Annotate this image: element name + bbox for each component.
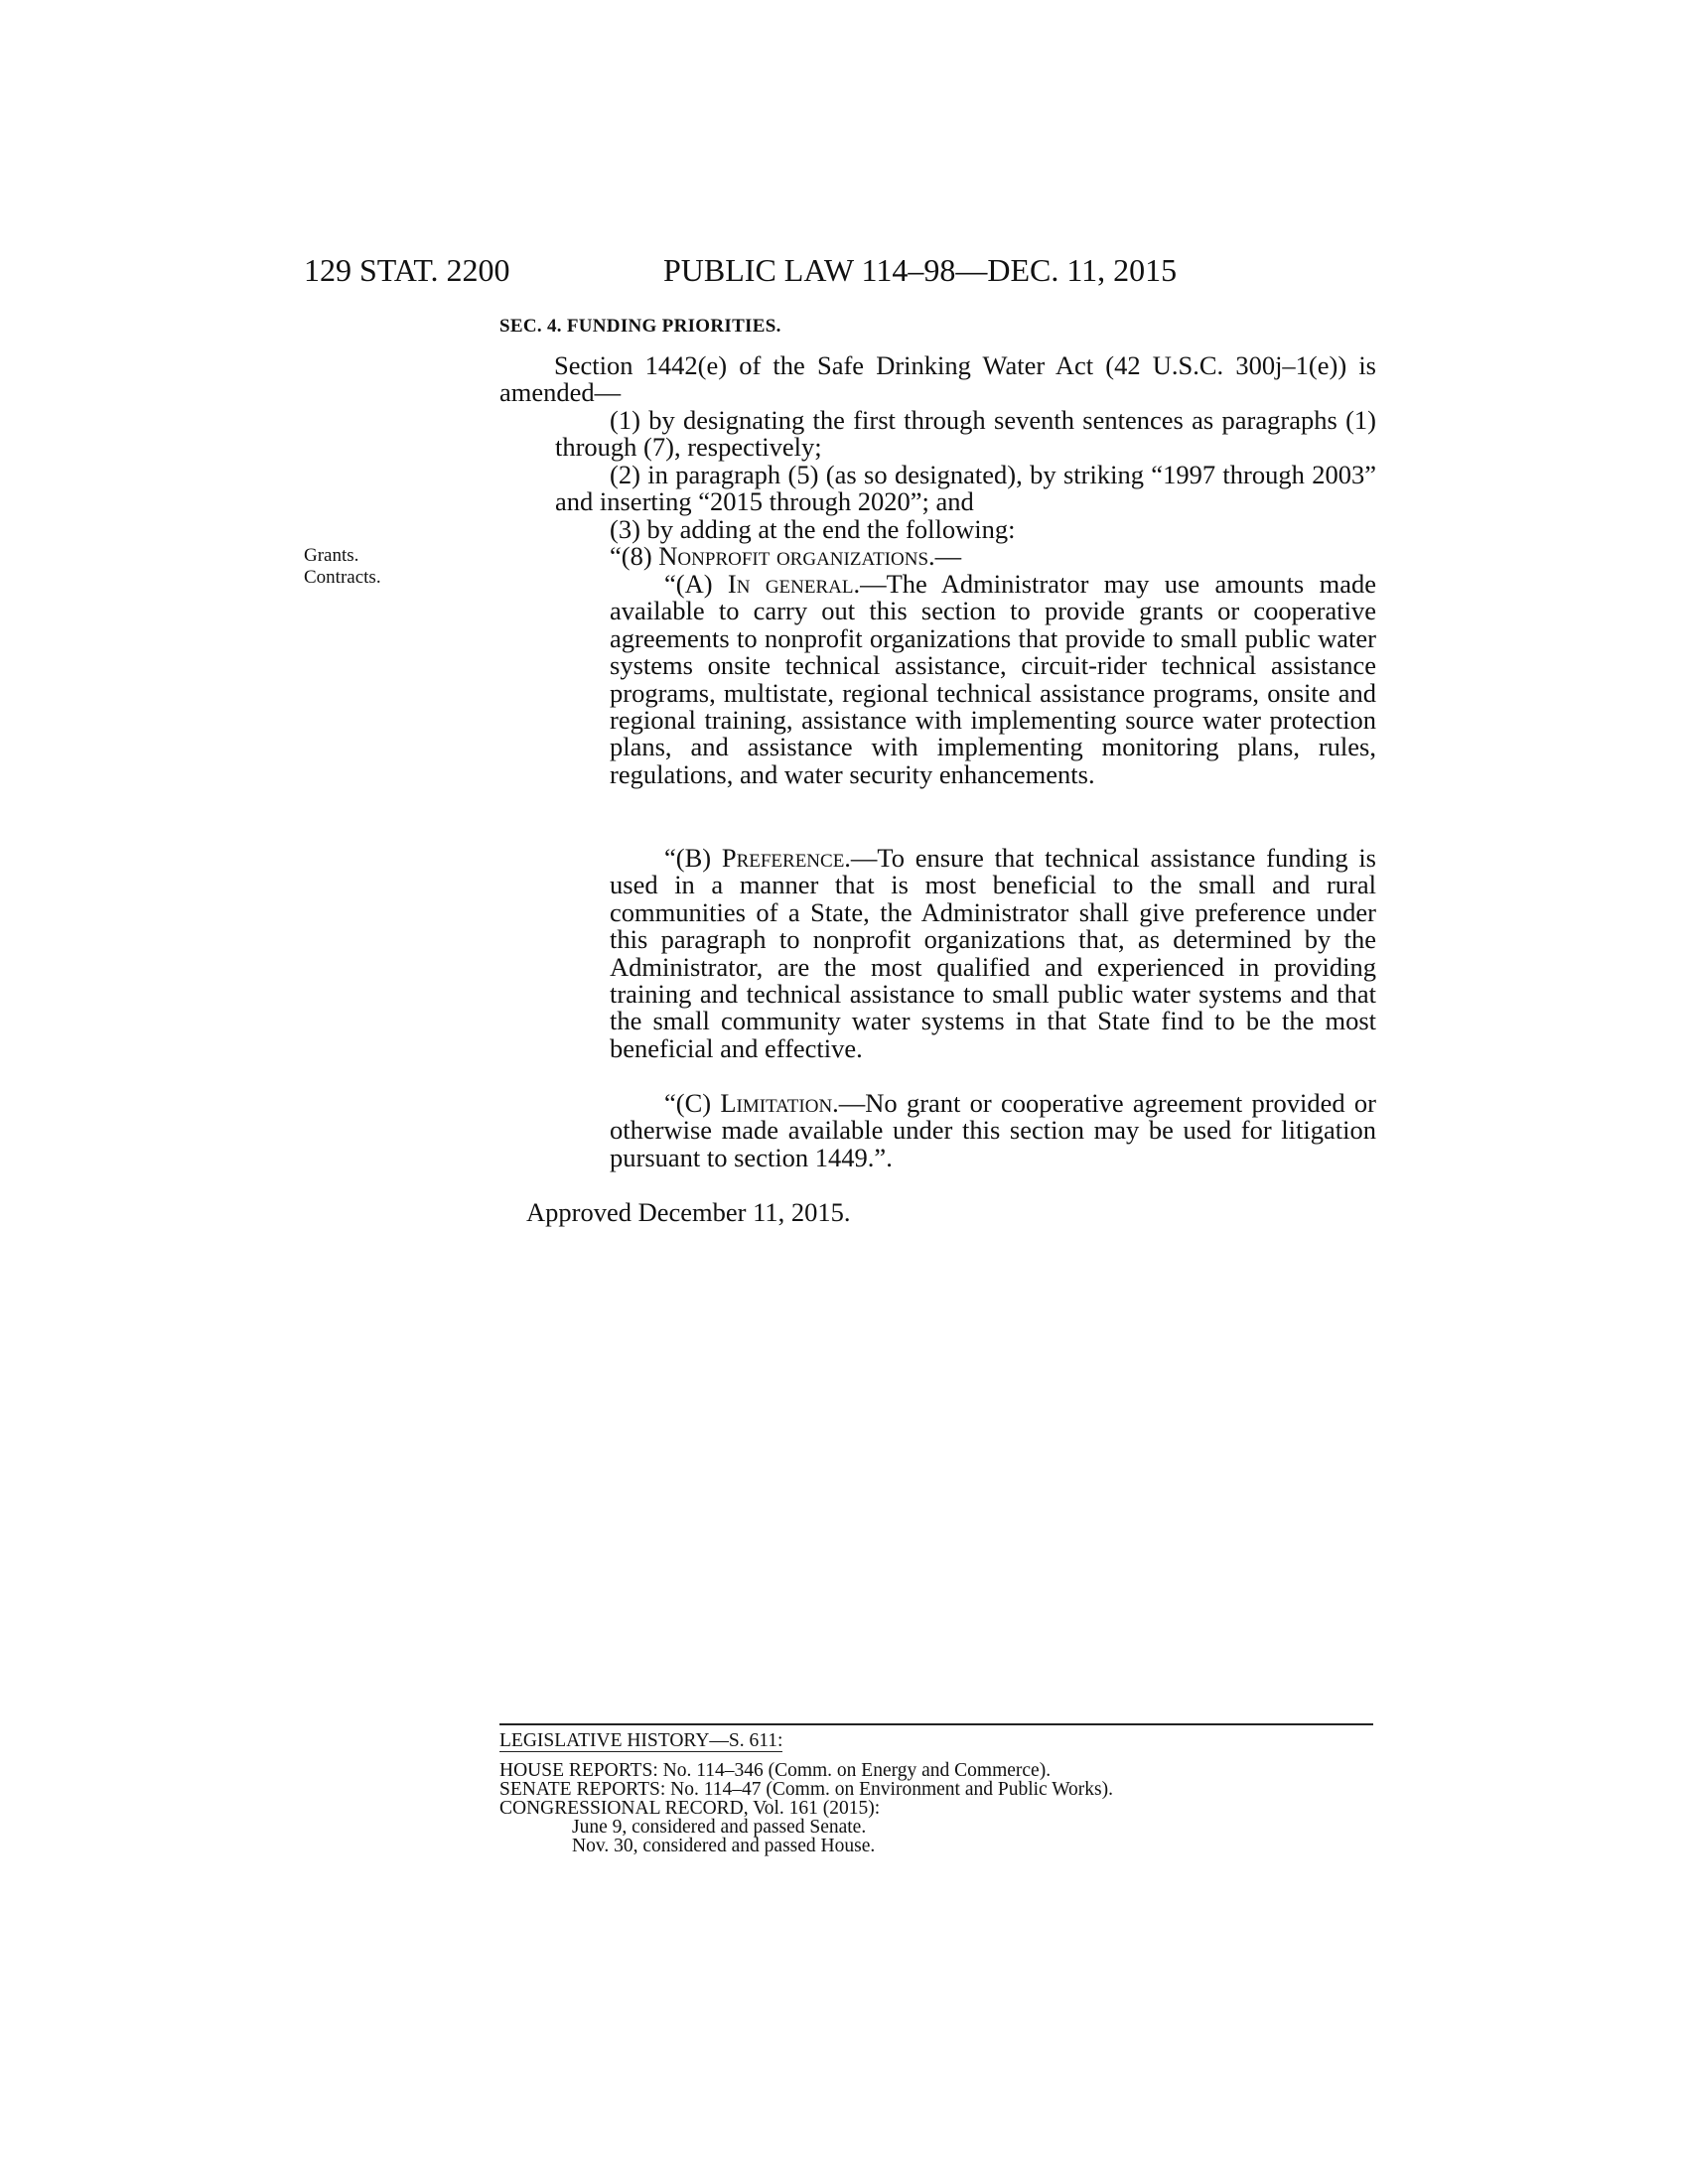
margin-note-grants: Grants.	[304, 545, 359, 566]
senate-reports: SENATE REPORTS: No. 114–47 (Comm. on Environment and Public Works).	[499, 1779, 1114, 1800]
margin-notes	[304, 545, 381, 589]
legislative-history	[499, 1731, 1113, 1855]
approval-date: Approved December 11, 2015.	[526, 1197, 851, 1227]
record-action-senate: June 9, considered and passed Senate.	[572, 1817, 867, 1838]
amendment-item-3: (3) by adding at the end the following:	[610, 514, 1016, 544]
subparagraph-b-prefix: “(B)	[664, 843, 722, 873]
subparagraph-b-text: .—To ensure that technical assistance funding is used in a manner that is most beneficial to the small and rural communities of a State, the Administrator shall give preference under this paragraph to nonprofit organizations that, as determined by the Administrator, are the most qualified and experienced in providing training and technical assistance to small public water systems and that the small community water systems in that State find to be the most beneficial and effective.	[610, 843, 1376, 1063]
subparagraph-c-text: .—No grant or cooperative agreement provided or otherwise made available under this section may be used for litigation pursuant to section 1449.”.	[610, 1088, 1376, 1172]
paragraph-8-heading	[610, 543, 1376, 570]
margin-note-contracts: Contracts.	[304, 567, 381, 588]
paragraph-8-title: Nonprofit organizations	[658, 541, 929, 571]
paragraph-8-prefix: “(8)	[610, 541, 659, 571]
running-head: PUBLIC LAW 114–98—DEC. 11, 2015	[663, 252, 1178, 288]
congressional-record: CONGRESSIONAL RECORD, Vol. 161 (2015):	[499, 1798, 881, 1819]
subparagraph-a	[610, 571, 1376, 788]
amendment-item-1: (1) by designating the first through seventh sentences as paragraphs (1) through (7), respectively;	[555, 405, 1376, 463]
subparagraph-c-prefix: “(C)	[664, 1088, 721, 1118]
subparagraph-a-heading: In general	[727, 569, 854, 599]
amendment-item-2: (2) in paragraph (5) (as so designated), by striking “1997 through 2003” and inserting “2015 through 2020”; and	[555, 460, 1376, 517]
subparagraph-a-text: .—The Administrator may use amounts made available to carry out this section to provide grants or cooperative agreements to nonprofit organizations that provide to small public water systems onsite technical assistance, circuit-rider technical assistance programs, multistate, regional technical assistance programs, onsite and regional training, assistance with implementing source water protection plans, and assistance with implementing monitoring plans, rules, regulations, and water security enhancements.	[610, 569, 1377, 789]
subparagraph-a-prefix: “(A)	[664, 569, 728, 599]
paragraph-8-suffix: .—	[928, 541, 962, 571]
legislative-history-rule	[499, 1723, 1373, 1725]
section-heading: SEC. 4. FUNDING PRIORITIES.	[499, 316, 781, 337]
page-header	[304, 250, 1209, 290]
stat-reference: 129 STAT. 2200	[304, 252, 510, 288]
house-reports: HOUSE REPORTS: No. 114–346 (Comm. on Energy and Commerce).	[499, 1760, 1052, 1781]
record-action-house: Nov. 30, considered and passed House.	[572, 1836, 876, 1856]
subparagraph-b	[610, 845, 1376, 1062]
subparagraph-c	[610, 1090, 1376, 1171]
subparagraph-c-heading: Limitation	[720, 1088, 833, 1118]
legislative-history-title: LEGISLATIVE HISTORY—S. 611:	[499, 1730, 783, 1751]
section-intro: Section 1442(e) of the Safe Drinking Water Act (42 U.S.C. 300j–1(e)) is amended—	[499, 350, 1376, 408]
subparagraph-b-heading: Preference	[721, 843, 845, 873]
